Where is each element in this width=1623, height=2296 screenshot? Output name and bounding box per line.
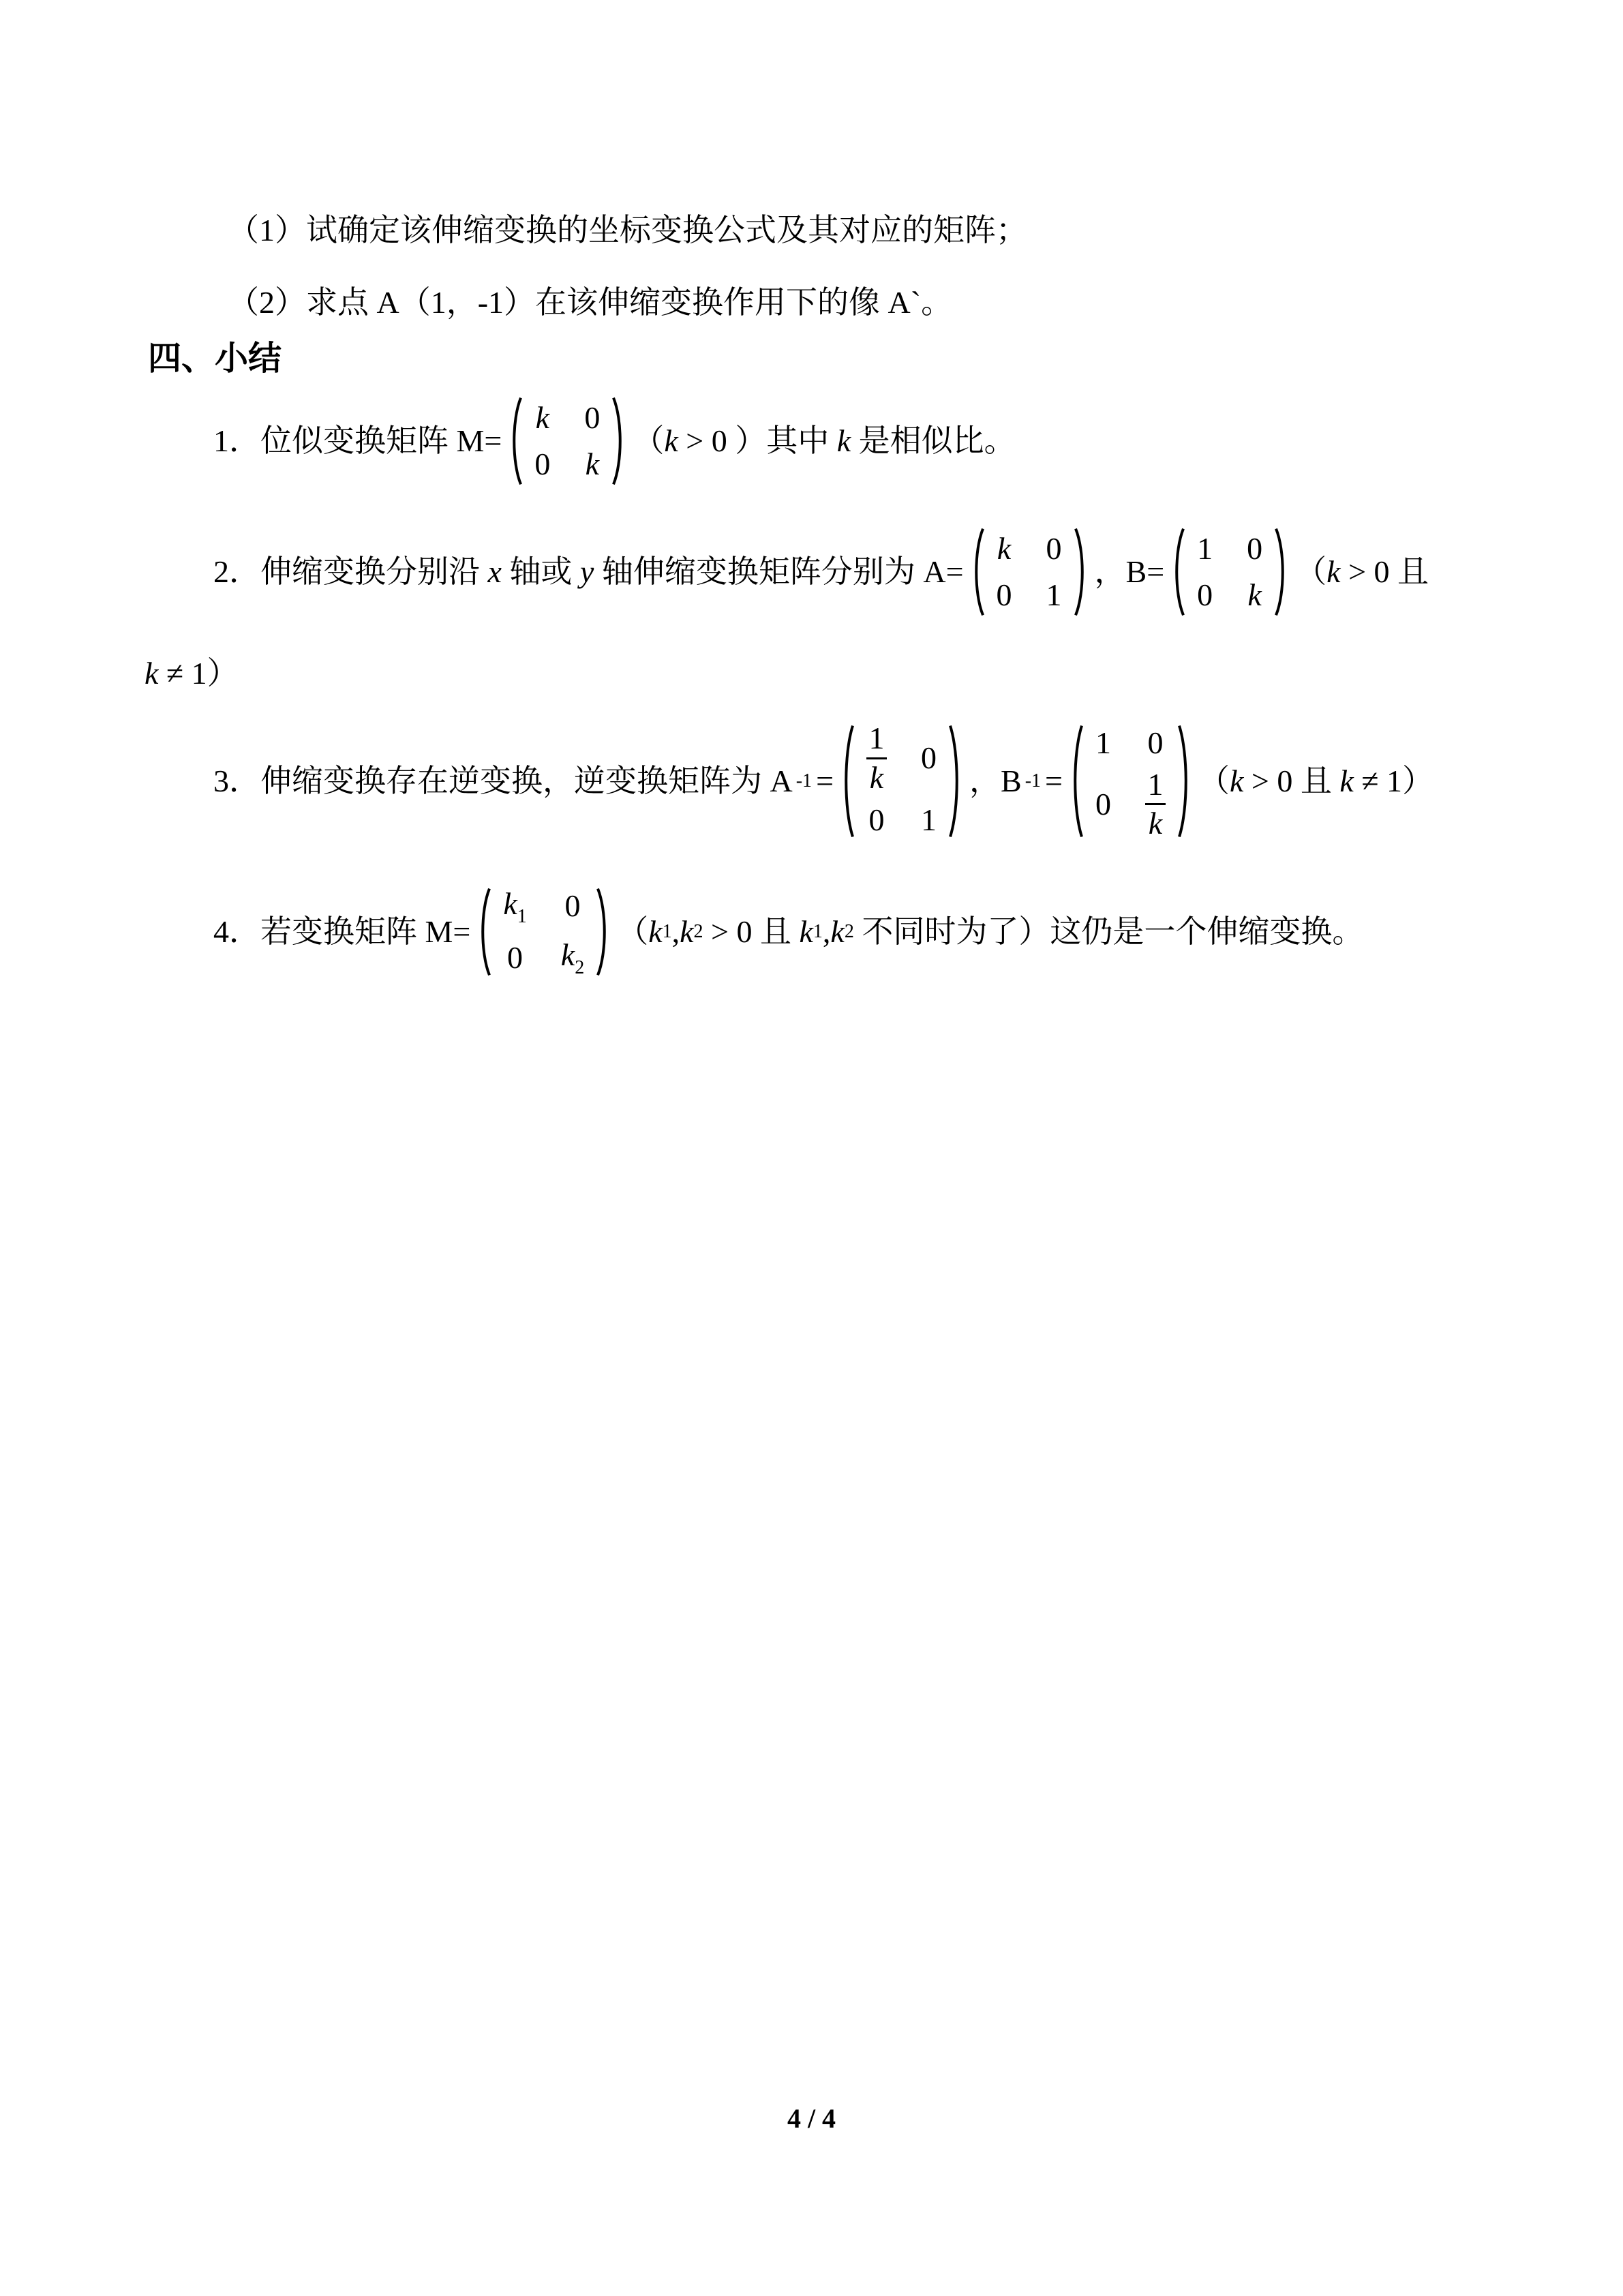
superscript-inverse: -1 — [795, 770, 813, 791]
matrix-cell — [561, 935, 584, 980]
subscript: 2 — [693, 920, 703, 942]
text-run: > 0 且 — [1243, 764, 1340, 799]
subscript: 1 — [662, 920, 672, 942]
text-run: > 0 且 — [703, 914, 800, 950]
fraction-bar — [866, 757, 887, 759]
subscript: 2 — [575, 957, 585, 978]
matrix-cell: 0 — [1197, 577, 1213, 612]
matrix-cell: 0 — [1247, 531, 1263, 567]
text-run: （ — [617, 914, 649, 950]
text-run: ≠ 1） — [1353, 764, 1434, 799]
page-number — [0, 2101, 1623, 2136]
fraction-numerator: 1 — [1147, 766, 1164, 802]
math-var: k — [680, 914, 694, 950]
matrix-m-general — [477, 886, 610, 978]
text-run: = — [816, 764, 834, 799]
matrix-paren-right — [947, 723, 962, 840]
matrix-cell: 0 — [1095, 787, 1111, 821]
matrix-cell: 1 — [921, 802, 937, 837]
heading-text: 四、小结 — [148, 339, 282, 377]
summary-item-3 — [213, 720, 1434, 841]
matrix-cell: k — [585, 447, 600, 481]
text-run: 不同时为了）这仍是一个伸缩变换。 — [853, 914, 1364, 950]
math-var: x — [487, 554, 502, 590]
matrix-cells — [1186, 526, 1273, 618]
fraction-numerator: 1 — [868, 720, 885, 755]
matrix-cell: 0 — [564, 888, 581, 924]
matrix-paren-right — [1273, 526, 1288, 618]
text-run: （ — [1198, 764, 1230, 799]
math-var: k — [830, 914, 845, 950]
math-var: k — [503, 886, 517, 921]
text-run: （ — [1295, 554, 1327, 590]
matrix-cell: 0 — [1147, 725, 1164, 760]
text-run: > 0 ）其中 — [678, 423, 837, 459]
matrix-b — [1171, 526, 1288, 618]
matrix-cells — [524, 395, 611, 487]
math-var: k — [836, 423, 851, 459]
matrix-a — [971, 526, 1088, 618]
matrix-paren-left — [1171, 526, 1186, 618]
text-run: 是相似比。 — [851, 423, 1016, 459]
matrix-cell: 0 — [868, 802, 885, 837]
problem-line-2 — [228, 282, 952, 323]
fraction-bar — [1145, 803, 1166, 805]
matrix-a-inverse — [840, 720, 962, 840]
matrix-cell: 0 — [996, 577, 1012, 612]
subscript: 1 — [517, 905, 527, 927]
matrix-paren-left — [1070, 723, 1084, 840]
text-run: ，B — [969, 764, 1022, 799]
matrix-paren-right — [595, 886, 610, 978]
matrix-paren-left — [477, 886, 492, 978]
math-var: k — [560, 937, 575, 972]
summary-item-2-continuation — [145, 653, 239, 694]
math-var: k — [1326, 554, 1341, 590]
matrix-paren-right — [1177, 723, 1192, 840]
text-run: 4．若变换矩阵 M= — [213, 914, 471, 950]
matrix-m — [509, 395, 626, 487]
text-run: 轴或 — [501, 554, 580, 590]
matrix-cell: 0 — [584, 400, 601, 436]
summary-item-2 — [213, 526, 1429, 618]
math-var: k — [648, 914, 663, 950]
summary-item-1 — [213, 395, 1016, 487]
text-run: = — [1045, 764, 1063, 799]
fraction-denominator: k — [869, 759, 884, 795]
subscript: 2 — [844, 920, 854, 942]
text-run: 2．伸缩变换分别沿 — [213, 554, 488, 590]
text-run: （2）求点 A（1，-1）在该伸缩变换作用下的像 A`。 — [228, 285, 953, 320]
math-var: k — [799, 914, 813, 950]
text-run: （1）试确定该伸缩变换的坐标变换公式及其对应的矩阵； — [228, 213, 1027, 247]
text-run: , — [822, 914, 831, 950]
matrix-paren-left — [509, 395, 524, 487]
fraction-denominator: k — [1148, 806, 1163, 841]
math-var: k — [1339, 764, 1354, 799]
math-var: k — [1229, 764, 1244, 799]
matrix-cell: 1 — [1197, 531, 1213, 567]
text-run: （ — [633, 423, 665, 459]
matrix-cells — [492, 886, 595, 978]
matrix-cell — [503, 883, 526, 929]
matrix-cell: k — [997, 531, 1012, 567]
matrix-paren-left — [971, 526, 986, 618]
matrix-b-inverse — [1070, 723, 1192, 840]
matrix-cell: 1 — [1095, 725, 1111, 760]
matrix-cell: 0 — [1046, 531, 1062, 567]
matrix-cell: 0 — [921, 740, 937, 776]
subscript: 1 — [813, 920, 823, 942]
text-run: , — [671, 914, 680, 950]
matrix-cell: k — [1247, 577, 1262, 612]
text-run: 1．位似变换矩阵 M= — [213, 423, 502, 459]
matrix-cells — [986, 526, 1073, 618]
text-run: ，B= — [1094, 554, 1165, 590]
math-var: k — [664, 423, 678, 459]
page-number-text: 4 / 4 — [787, 2103, 836, 2134]
math-var: k — [145, 656, 159, 691]
matrix-paren-right — [611, 395, 626, 487]
text-run: 3．伸缩变换存在逆变换，逆变换矩阵为 A — [213, 764, 793, 799]
text-run: > 0 且 — [1340, 554, 1429, 590]
matrix-cell: 0 — [507, 939, 524, 975]
summary-item-4 — [213, 886, 1363, 978]
math-var: y — [579, 554, 594, 590]
fraction — [1145, 766, 1166, 841]
superscript-inverse: -1 — [1025, 770, 1042, 791]
text-run: 轴伸缩变换矩阵分别为 A= — [594, 554, 964, 590]
fraction — [866, 720, 887, 795]
section-heading — [148, 337, 282, 380]
matrix-cell: k — [535, 400, 550, 436]
matrix-cells — [855, 720, 947, 840]
matrix-paren-right — [1073, 526, 1088, 618]
text-run: ≠ 1） — [158, 656, 239, 691]
matrix-paren-left — [840, 723, 855, 840]
matrix-cell: 1 — [1046, 577, 1062, 612]
matrix-cell: 0 — [534, 447, 551, 481]
matrix-cells — [1084, 723, 1177, 840]
problem-line-1 — [228, 210, 1027, 251]
